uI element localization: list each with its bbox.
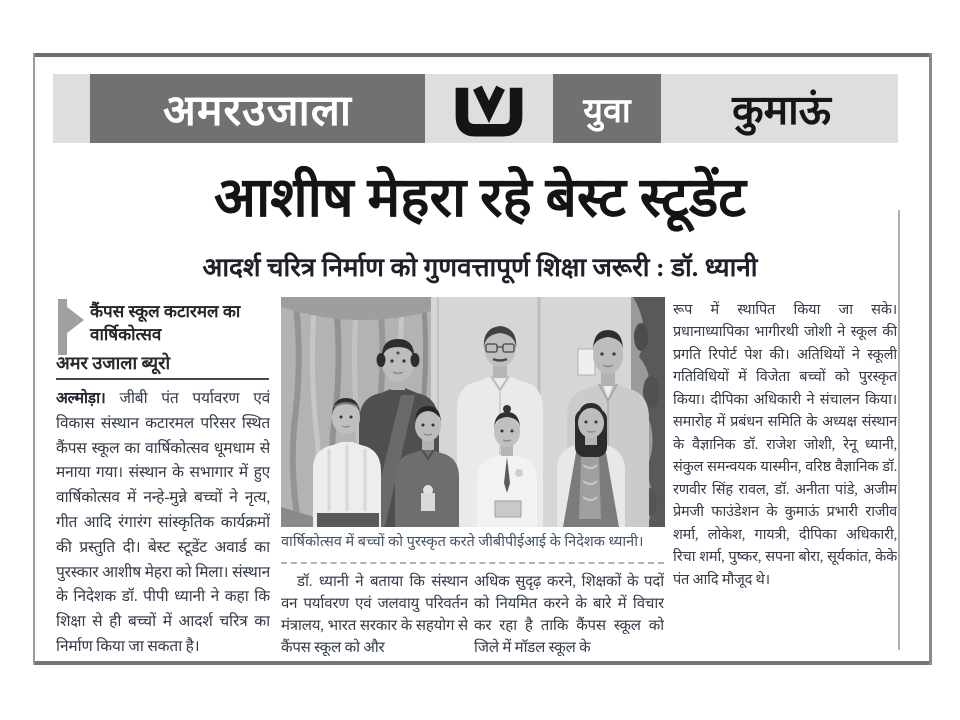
dateline: अल्मोड़ा।: [56, 390, 106, 407]
subheadline: आदर्श चरित्र निर्माण को गुणवत्तापूर्ण शिक्षा जरूरी : डॉ. ध्यानी: [202, 253, 758, 282]
lead-paragraph: [56, 387, 270, 657]
article-column-3: अधिक सुदृढ़ करने, शिक्षकों के पदों को नियमित करने के बारे में विचार कर रहा है ताकि कैंपस स्कूल को जिले में मॉडल स्कूल के: [474, 574, 664, 657]
amar-ujala-logo-icon: [451, 80, 527, 138]
photo-caption: वार्षिकोत्सव में बच्चों को पुरस्कृत करते जीबीपीईआई के निदेशक ध्यानी।: [281, 534, 644, 550]
article-column-4: रूप में स्थापित किया जा सके। प्रधानाध्यापिका भागीरथी जोशी ने स्कूल की प्रगति रिपोर्ट पेश की। अतिथियों ने स्कूली गतिविधियों में विजेता बच्चों को पुरस्कृत किया। दीपिका अधिकारी ने संचालन किया। समारोह में प्रबंधन समिति के अध्यक्ष संस्थान के वैज्ञानिक डॉ. राजेश जोशी, रेनू ध्यानी, संकुल समन्वयक यास्मीन, वरिष्ठ वैज्ञानिक डॉ. रणवीर सिंह रावल, डॉ. अनीता पांडे, अजीम प्रेमजी फाउंडेशन के कुमाऊं प्रभारी राजीव शर्मा, लोकेश, गायत्री, दीपिका अधिकारी, रिचा शर्मा, पुष्कर, सपना बोरा, सूर्यकांत, केके पंत आदि मौजूद थे।: [673, 302, 897, 588]
group-photo: [281, 297, 665, 527]
article-column-2: डॉ. ध्यानी ने बताया कि संस्थान वन पर्यावरण एवं जलवायु परिवर्तन मंत्रालय, भारत सरकार के सहयोग से कैंपस स्कूल को और: [281, 574, 468, 657]
lead-text: जीबी पंत पर्यावरण एवं विकास संस्थान कटारमल परिसर स्थित कैंपस स्कूल का वार्षिकोत्सव धूमधाम से मनाया गया। संस्थान के सभागार में हुए वार्षिकोत्सव में नन्हे-मुन्ने बच्चों ने नृत्य, गीत आदि रंगारंग सांस्कृतिक कार्यक्रमों की प्रस्तुति दी। बेस्ट स्टूडेंट अवार्ड का पुरस्कार आशीष मेहरा को मिला। संस्थान के निदेशक डॉ. पीपी ध्यानी ने कहा कि शिक्षा से ही बच्चों में आदर्श चरित्र का निर्माण किया जा सकता है।: [56, 390, 270, 655]
clipping-border-bottom: [33, 661, 932, 665]
masthead: [53, 74, 898, 143]
edition-label: युवा: [553, 74, 661, 143]
region-label: कुमाऊं: [732, 86, 831, 133]
clipping-border-top: [33, 53, 932, 57]
clipping-border-right: [929, 53, 932, 665]
clipping-border-left: [33, 53, 35, 665]
byline: अमर उजाला ब्यूरो: [56, 353, 171, 373]
byline-rule: [56, 378, 269, 380]
kicker-flag-icon: [58, 299, 86, 355]
kicker: कैंपस स्कूल कटारमल का वार्षिकोत्सव: [90, 302, 241, 344]
caption-divider: [281, 562, 664, 564]
brand-nameplate: अमरउजाला: [90, 74, 425, 143]
headline: आशीष मेहरा रहे बेस्ट स्टूडेंट: [214, 167, 746, 228]
